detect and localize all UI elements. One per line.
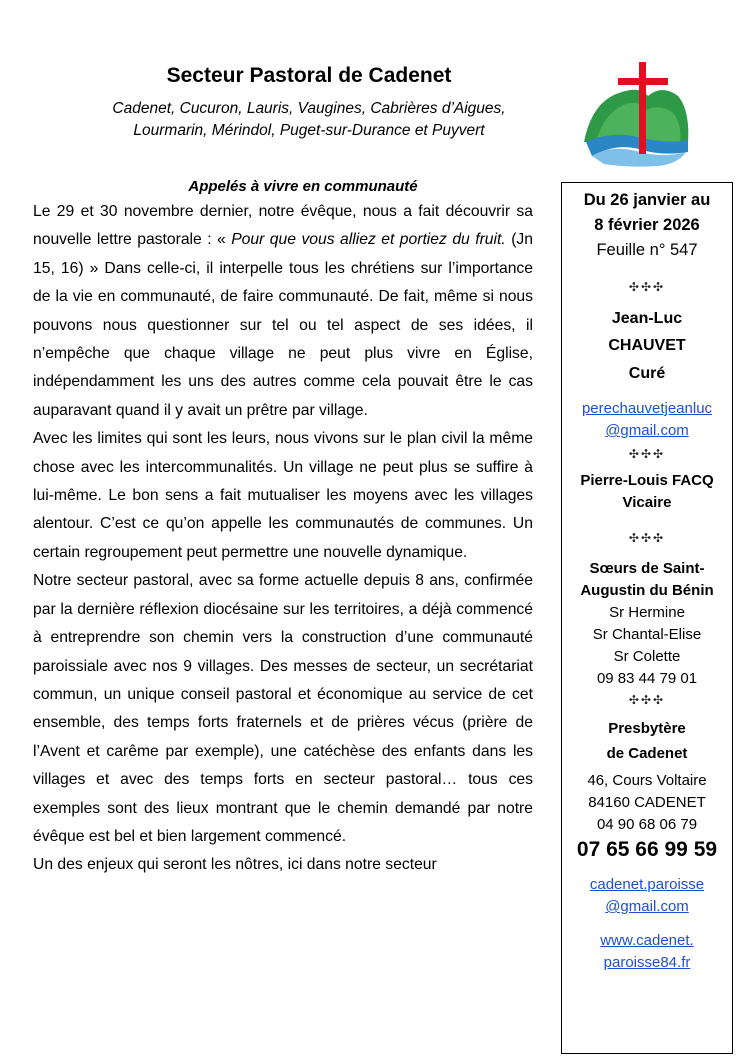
website-line-2: paroisse84.fr bbox=[603, 954, 691, 971]
soeurs-line-2: Augustin du Bénin bbox=[580, 582, 714, 599]
villages-line-1: Cadenet, Cucuron, Lauris, Vaugines, Cabrières d’Aigues, bbox=[112, 100, 506, 117]
sister-chantal-elise: Sr Chantal-Elise bbox=[592, 626, 702, 643]
article-paragraph-3: Notre secteur pastoral, avec sa forme actuelle depuis 8 ans, confirmée par la dernière réflexion diocésaine sur les territoires, a déjà commencé à entreprendre son chemin vers la construction d’une communauté paroissiale avec nos 9 villages. Des messes de secteur, un secrétariat commun, un unique conseil pastoral et économique au service de cet ensemble, des temps forts fraternels et de prières vécus (prière de l’Avent et carême par exemple), une catéchèse des enfants dans les villages et avec des temps forts en secteur pastoral… tous ces exemples sont des lieux montrant que le chemin demandé par notre évêque est bel et bien largement commencé. bbox=[33, 572, 533, 845]
p1-citation: Pour que vous alliez et portiez du fruit. bbox=[231, 231, 506, 249]
article-paragraph-2: Avec les limites qui sont les leurs, nous vivons sur le plan civil la même chose avec les intercommunalités. Un village ne peut plus se suffire à lui-même. Le bon sens a fait mutualiser les moyens avec les villages alentour. C’est ce qu’on appelle les communautés de communes. Un certain regroupement peut permettre une nouvelle dynamique. bbox=[33, 430, 533, 561]
article-paragraph-4: Un des enjeux qui seront les nôtres, ici dans notre secteur bbox=[33, 856, 437, 874]
sister-hermine: Sr Hermine bbox=[609, 604, 685, 621]
dates-line-2: 8 février 2026 bbox=[594, 216, 700, 234]
soeurs-line-1: Sœurs de Saint- bbox=[589, 560, 705, 577]
cure-title: Curé bbox=[628, 365, 666, 382]
cross-vertical bbox=[639, 62, 646, 154]
article-title: Appelés à vivre en communauté bbox=[188, 178, 418, 195]
separator-4: ✣✣✣ bbox=[628, 693, 666, 707]
cure-email-link[interactable] bbox=[582, 400, 712, 439]
cure-email-line-1: perechauvetjeanluc bbox=[581, 400, 713, 417]
cure-email-line-2: @gmail.com bbox=[605, 422, 689, 439]
p1-body: (Jn 15, 16) » Dans celle-ci, il interpelle tous les chrétiens sur l’importance de la vie en communauté, de faire communauté. De fait, même si nous pouvons nous questionner sur tel ou tel aspect de ses idées, il n’empêche que chaque village ne peut plus vivre en Église, indépendamment les uns des autres comme cela pouvait être le cas auparavant quand il y avait un prêtre par village. bbox=[33, 231, 533, 419]
phone-fixed: 04 90 68 06 79 bbox=[596, 816, 698, 833]
sister-colette: Sr Colette bbox=[613, 648, 681, 665]
cross-horizontal bbox=[618, 78, 668, 85]
address-city: 84160 CADENET bbox=[588, 794, 706, 811]
phone-mobile: 07 65 66 99 59 bbox=[576, 838, 718, 861]
dates-line-1: Du 26 janvier au bbox=[583, 191, 711, 209]
presbytere-line-1: Presbytère bbox=[608, 720, 686, 737]
page-title: Secteur Pastoral de Cadenet bbox=[166, 64, 452, 87]
website-line-1: www.cadenet. bbox=[600, 932, 694, 949]
address-street: 46, Cours Voltaire bbox=[587, 772, 707, 789]
parish-email-line-2: @gmail.com bbox=[605, 898, 689, 915]
page-header bbox=[0, 62, 618, 142]
villages-line-2: Lourmarin, Mérindol, Puget-sur-Durance et Puyvert bbox=[133, 122, 485, 139]
article-paragraph-1 bbox=[33, 198, 533, 425]
vicaire-name: Pierre-Louis FACQ bbox=[580, 472, 714, 489]
presbytere-line-2: de Cadenet bbox=[606, 745, 688, 762]
cure-firstname: Jean-Luc bbox=[611, 310, 683, 327]
separator-2: ✣✣✣ bbox=[628, 447, 666, 461]
parish-logo bbox=[582, 60, 690, 170]
cure-lastname: CHAUVET bbox=[608, 337, 686, 354]
p1-intro: Le 29 et 30 novembre dernier, notre évêque, nous a fait découvrir sa nouvelle lettre pastorale : « bbox=[33, 203, 533, 249]
parish-website-link[interactable] bbox=[600, 932, 693, 971]
contact-sidebar bbox=[561, 182, 733, 1054]
editorial-article bbox=[33, 176, 533, 880]
parish-email-link[interactable] bbox=[590, 876, 704, 915]
villages-list bbox=[0, 98, 618, 142]
parish-email-line-1: cadenet.paroisse bbox=[589, 876, 705, 893]
separator-3: ✣✣✣ bbox=[628, 531, 666, 545]
vicaire-title: Vicaire bbox=[622, 494, 672, 511]
sisters-phone: 09 83 44 79 01 bbox=[596, 670, 698, 687]
feuille-number: Feuille n° 547 bbox=[596, 241, 698, 259]
separator-1: ✣✣✣ bbox=[628, 280, 666, 294]
